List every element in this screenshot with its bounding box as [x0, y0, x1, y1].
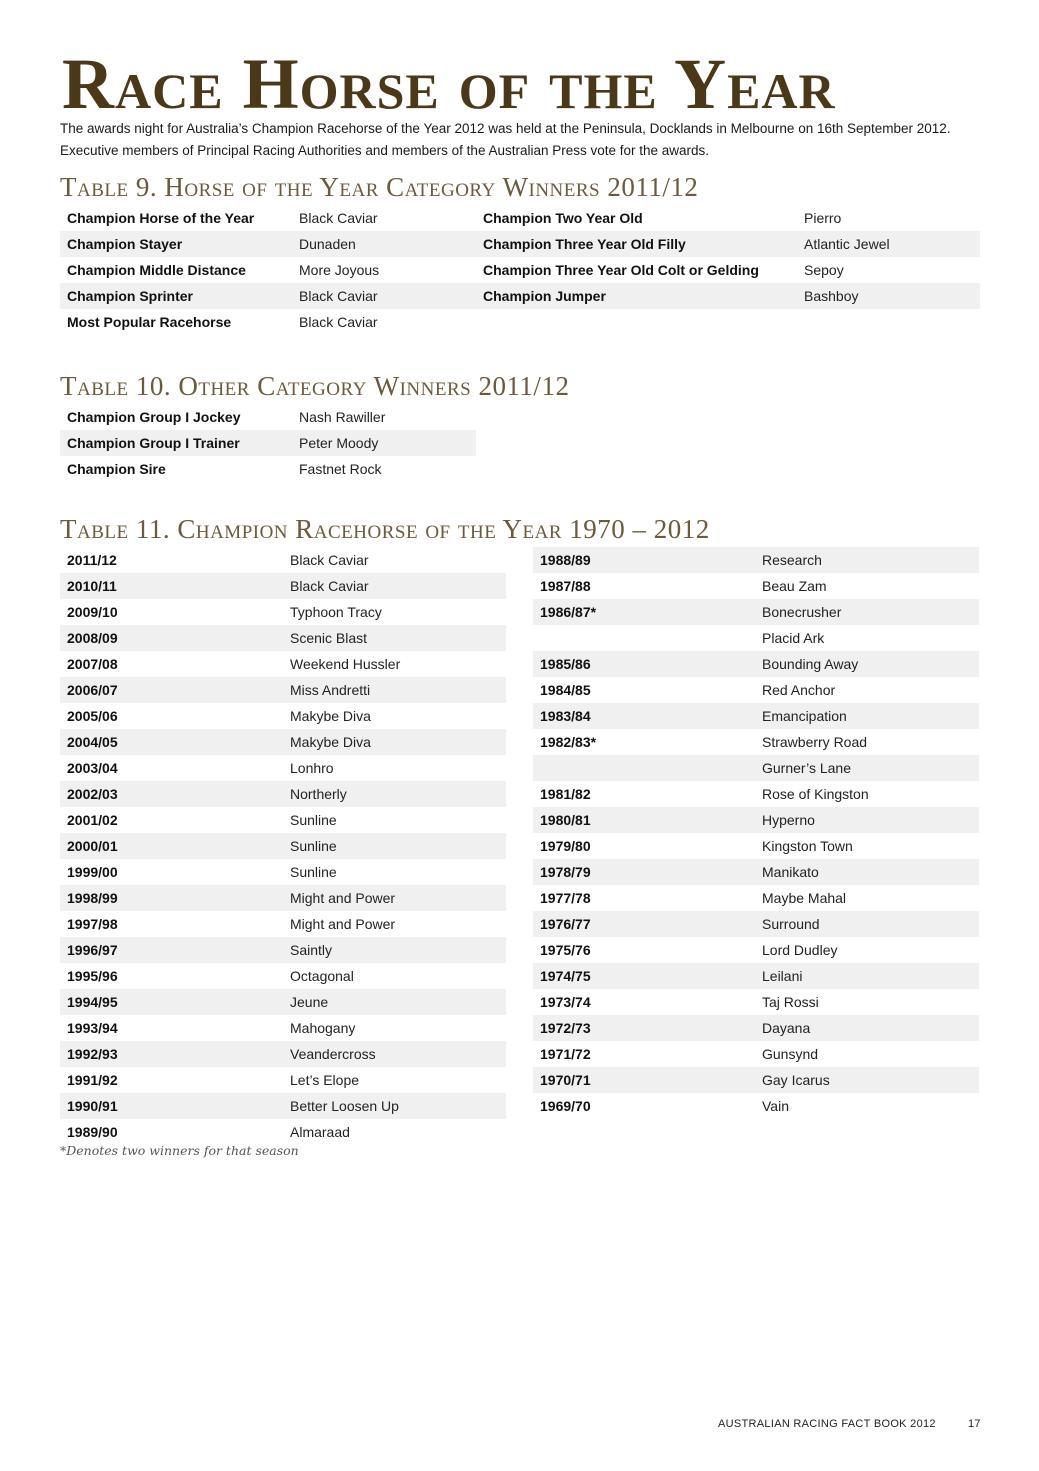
- table11-row-label: 1992/93: [67, 1046, 118, 1062]
- table9-row-value: More Joyous: [299, 262, 380, 278]
- table11-row-label: 1972/73: [540, 1020, 591, 1036]
- table11-row-value: Rose of Kingston: [762, 786, 869, 802]
- footer-publication: AUSTRALIAN RACING FACT BOOK 2012: [718, 1418, 936, 1430]
- table9-row-value: Bashboy: [804, 288, 859, 304]
- table11-row: [533, 937, 979, 963]
- table11-row: [533, 573, 979, 599]
- table11-row-value: Bonecrusher: [762, 604, 842, 620]
- table11-row-label: 1998/99: [67, 890, 118, 906]
- table11-row-value: Miss Andretti: [290, 682, 371, 698]
- table11-row-value: Might and Power: [290, 890, 396, 906]
- table11-row-value: Bounding Away: [762, 656, 859, 672]
- table11-row-label: 1990/91: [67, 1098, 118, 1114]
- table11-row-value: Sunline: [290, 864, 337, 880]
- table11-row-value: Surround: [762, 916, 820, 932]
- table11-row-label: 1989/90: [67, 1124, 118, 1140]
- table11-row-label: 1969/70: [540, 1098, 591, 1114]
- table11-row-label: 2005/06: [67, 708, 118, 724]
- table11-row-value: Vain: [762, 1098, 789, 1114]
- table11-row: [533, 1067, 979, 1093]
- table11-row-label: 2001/02: [67, 812, 118, 828]
- table10-row-value: Peter Moody: [299, 435, 379, 451]
- table11-row: [60, 1093, 506, 1119]
- table11-row-label: 2006/07: [67, 682, 118, 698]
- table11-row-value: Jeune: [290, 994, 329, 1010]
- table11-row: [533, 703, 979, 729]
- table9-row-value: Sepoy: [804, 262, 844, 278]
- table9-row: [476, 257, 980, 283]
- table11-row-label: 1983/84: [540, 708, 591, 724]
- table11-row: [533, 677, 979, 703]
- table9-row-label: Most Popular Racehorse: [67, 314, 232, 330]
- table11-row-label: 1979/80: [540, 838, 591, 854]
- table11-row-label: 1987/88: [540, 578, 591, 594]
- table11-row-label: 2007/08: [67, 656, 118, 672]
- table11-row-label: 1980/81: [540, 812, 591, 828]
- table11-row-value: Kingston Town: [762, 838, 853, 854]
- table10-row: [60, 404, 476, 430]
- table11-row-label: 1986/87*: [540, 604, 597, 620]
- table10-row-value: Fastnet Rock: [299, 461, 382, 477]
- table11-row-value: Black Caviar: [290, 578, 369, 594]
- table9-row-value: Dunaden: [299, 236, 356, 252]
- table11-row: [60, 1119, 506, 1145]
- table11-right-column: [533, 547, 979, 1119]
- table11-row: [60, 573, 506, 599]
- table11-row-value: Veandercross: [290, 1046, 376, 1062]
- table11-row-label: 2008/09: [67, 630, 118, 646]
- table11-row-value: Almaraad: [290, 1124, 350, 1140]
- table11-row: [60, 989, 506, 1015]
- table11-row: [60, 729, 506, 755]
- table11-row-value: Makybe Diva: [290, 734, 371, 750]
- table11-row-value: Emancipation: [762, 708, 847, 724]
- table9-row-label: Champion Three Year Old Colt or Gelding: [483, 262, 759, 278]
- table11-row-value: Scenic Blast: [290, 630, 368, 646]
- table11-row-label: 1997/98: [67, 916, 118, 932]
- table11-row-value: Maybe Mahal: [762, 890, 847, 906]
- table11-row: [533, 755, 979, 781]
- table11-row-label: 1976/77: [540, 916, 591, 932]
- table11-row: [60, 651, 506, 677]
- table9-row: [476, 283, 980, 309]
- table9-row: [60, 231, 476, 257]
- table11-row-label: 2004/05: [67, 734, 118, 750]
- table11-row-label: 2000/01: [67, 838, 118, 854]
- table9-row-value: Black Caviar: [299, 314, 378, 330]
- table9-row-label: Champion Stayer: [67, 236, 183, 252]
- table9-right-column: [476, 205, 980, 309]
- table11-row: [533, 729, 979, 755]
- table11-row-value: Lonhro: [290, 760, 334, 776]
- table11-title: Table 11. Champion Racehorse of the Year 1970 – 2012: [60, 514, 710, 544]
- table11-row: [533, 911, 979, 937]
- footer-page-number: 17: [968, 1418, 981, 1430]
- table11-row-value: Let’s Elope: [290, 1072, 360, 1088]
- table11-row-value: Sunline: [290, 812, 337, 828]
- table11-row: [60, 677, 506, 703]
- table11-row: [60, 937, 506, 963]
- table11-row: [533, 651, 979, 677]
- table9-row: [476, 205, 980, 231]
- table11-row-label: 1978/79: [540, 864, 591, 880]
- table11-row: [533, 989, 979, 1015]
- table11-row: [60, 911, 506, 937]
- table11-row-label: 1977/78: [540, 890, 591, 906]
- table11-row: [533, 547, 979, 573]
- table10-row-label: Champion Group I Trainer: [67, 435, 240, 451]
- table11-row-value: Beau Zam: [762, 578, 827, 594]
- table11-row: [60, 1067, 506, 1093]
- table11-row-label: 1971/72: [540, 1046, 591, 1062]
- table11-row: [533, 885, 979, 911]
- table11-row-label: 1974/75: [540, 968, 591, 984]
- table11-row-label: 1970/71: [540, 1072, 591, 1088]
- table11-row-value: Taj Rossi: [762, 994, 819, 1010]
- table11-row-value: Better Loosen Up: [290, 1098, 399, 1114]
- table9-row-label: Champion Horse of the Year: [67, 210, 255, 226]
- table11-row-label: 2010/11: [67, 578, 117, 594]
- table11-row-value: Octagonal: [290, 968, 354, 984]
- table10-row: [60, 456, 476, 482]
- table11-row-label: 1982/83*: [540, 734, 597, 750]
- table11-row-label: 1988/89: [540, 552, 591, 568]
- table11-row-label: 2009/10: [67, 604, 118, 620]
- table11-row-value: Placid Ark: [762, 630, 825, 646]
- table11-row-value: Weekend Hussler: [290, 656, 401, 672]
- table11-row-value: Sunline: [290, 838, 337, 854]
- table11-row: [533, 963, 979, 989]
- table11-row-value: Typhoon Tracy: [290, 604, 382, 620]
- table11-row-label: 1991/92: [67, 1072, 118, 1088]
- table9-row-value: Pierro: [804, 210, 842, 226]
- table11-row-value: Might and Power: [290, 916, 396, 932]
- table11-row: [60, 547, 506, 573]
- table11-row-value: Gay Icarus: [762, 1072, 830, 1088]
- table11-row: [60, 885, 506, 911]
- table11-row-label: 1975/76: [540, 942, 591, 958]
- table11-row: [60, 859, 506, 885]
- table11-row-value: Research: [762, 552, 822, 568]
- table9-title: Table 9. Horse of the Year Category Winners 2011/12: [60, 172, 699, 202]
- table11-row: [60, 755, 506, 781]
- table11-row: [533, 625, 979, 651]
- table11-row: [533, 781, 979, 807]
- table11-row-value: Mahogany: [290, 1020, 356, 1036]
- table9-row: [60, 309, 476, 335]
- table11-row-label: 2011/12: [67, 552, 117, 568]
- table9-row-label: Champion Sprinter: [67, 288, 194, 304]
- table11-row: [533, 859, 979, 885]
- table11-row: [60, 625, 506, 651]
- table11-row-value: Makybe Diva: [290, 708, 371, 724]
- table11-row-label: 1995/96: [67, 968, 118, 984]
- table11-row-value: Hyperno: [762, 812, 815, 828]
- table9-left-column: [60, 205, 476, 335]
- table11-row: [60, 781, 506, 807]
- table9-row-label: Champion Two Year Old: [483, 210, 643, 226]
- intro-paragraph: The awards night for Australia’s Champion Racehorse of the Year 2012 was held at the Peninsula, Docklands in Melbourne on 16th September 2012. Executive members of Principal Racing Authorities and members of the Australian Press vote for the awards.: [60, 121, 951, 158]
- table9-row: [476, 231, 980, 257]
- table11-row: [60, 833, 506, 859]
- footnote: *Denotes two winners for that season: [60, 1143, 299, 1158]
- table9-row: [60, 205, 476, 231]
- table11-row-value: Saintly: [290, 942, 333, 958]
- table9-row-label: Champion Jumper: [483, 288, 606, 304]
- table11-row-value: Leilani: [762, 968, 803, 984]
- table9-row-label: Champion Three Year Old Filly: [483, 236, 686, 252]
- table11-row-value: Lord Dudley: [762, 942, 838, 958]
- table10-title: Table 10. Other Category Winners 2011/12: [60, 371, 570, 401]
- table11-row: [60, 963, 506, 989]
- table11-row: [533, 1093, 979, 1119]
- table11-row-label: 2002/03: [67, 786, 118, 802]
- table11-row-value: Red Anchor: [762, 682, 836, 698]
- table11-row-value: Black Caviar: [290, 552, 369, 568]
- table11-row-label: 1985/86: [540, 656, 591, 672]
- table11-row-label: 1984/85: [540, 682, 591, 698]
- page-title: Race Horse of the Year: [62, 44, 836, 124]
- table11-row-label: 1999/00: [67, 864, 118, 880]
- table11-row-label: 2003/04: [67, 760, 118, 776]
- table11-row-label: 1993/94: [67, 1020, 118, 1036]
- table11-row-value: Dayana: [762, 1020, 811, 1036]
- table11-row: [533, 1041, 979, 1067]
- table9-row-value: Black Caviar: [299, 210, 378, 226]
- table9-row-value: Black Caviar: [299, 288, 378, 304]
- table9-row-value: Atlantic Jewel: [804, 236, 890, 252]
- table11-row: [60, 703, 506, 729]
- table9-row: [60, 257, 476, 283]
- table11-row: [533, 1015, 979, 1041]
- table11-row: [533, 833, 979, 859]
- table11-row-label: 1981/82: [540, 786, 591, 802]
- table11-row: [60, 807, 506, 833]
- table11-row: [60, 1041, 506, 1067]
- table11-row: [533, 807, 979, 833]
- table11-row-label: 1994/95: [67, 994, 118, 1010]
- table11-row-label: 1973/74: [540, 994, 591, 1010]
- table10-row-value: Nash Rawiller: [299, 409, 386, 425]
- table11-left-column: [60, 547, 506, 1145]
- table11-row: [60, 599, 506, 625]
- table10-row-label: Champion Sire: [67, 461, 166, 477]
- table11-row-label: 1996/97: [67, 942, 118, 958]
- table11-row-value: Manikato: [762, 864, 819, 880]
- table11-row: [60, 1015, 506, 1041]
- table11-row: [533, 599, 979, 625]
- table10-row: [60, 430, 476, 456]
- table9-row: [60, 283, 476, 309]
- table11-row-value: Strawberry Road: [762, 734, 868, 750]
- table10: [60, 404, 476, 482]
- table10-row-label: Champion Group I Jockey: [67, 409, 241, 425]
- table11-row-value: Northerly: [290, 786, 347, 802]
- table9-row-label: Champion Middle Distance: [67, 262, 246, 278]
- table11-row-value: Gurner’s Lane: [762, 760, 851, 776]
- table11-row-value: Gunsynd: [762, 1046, 819, 1062]
